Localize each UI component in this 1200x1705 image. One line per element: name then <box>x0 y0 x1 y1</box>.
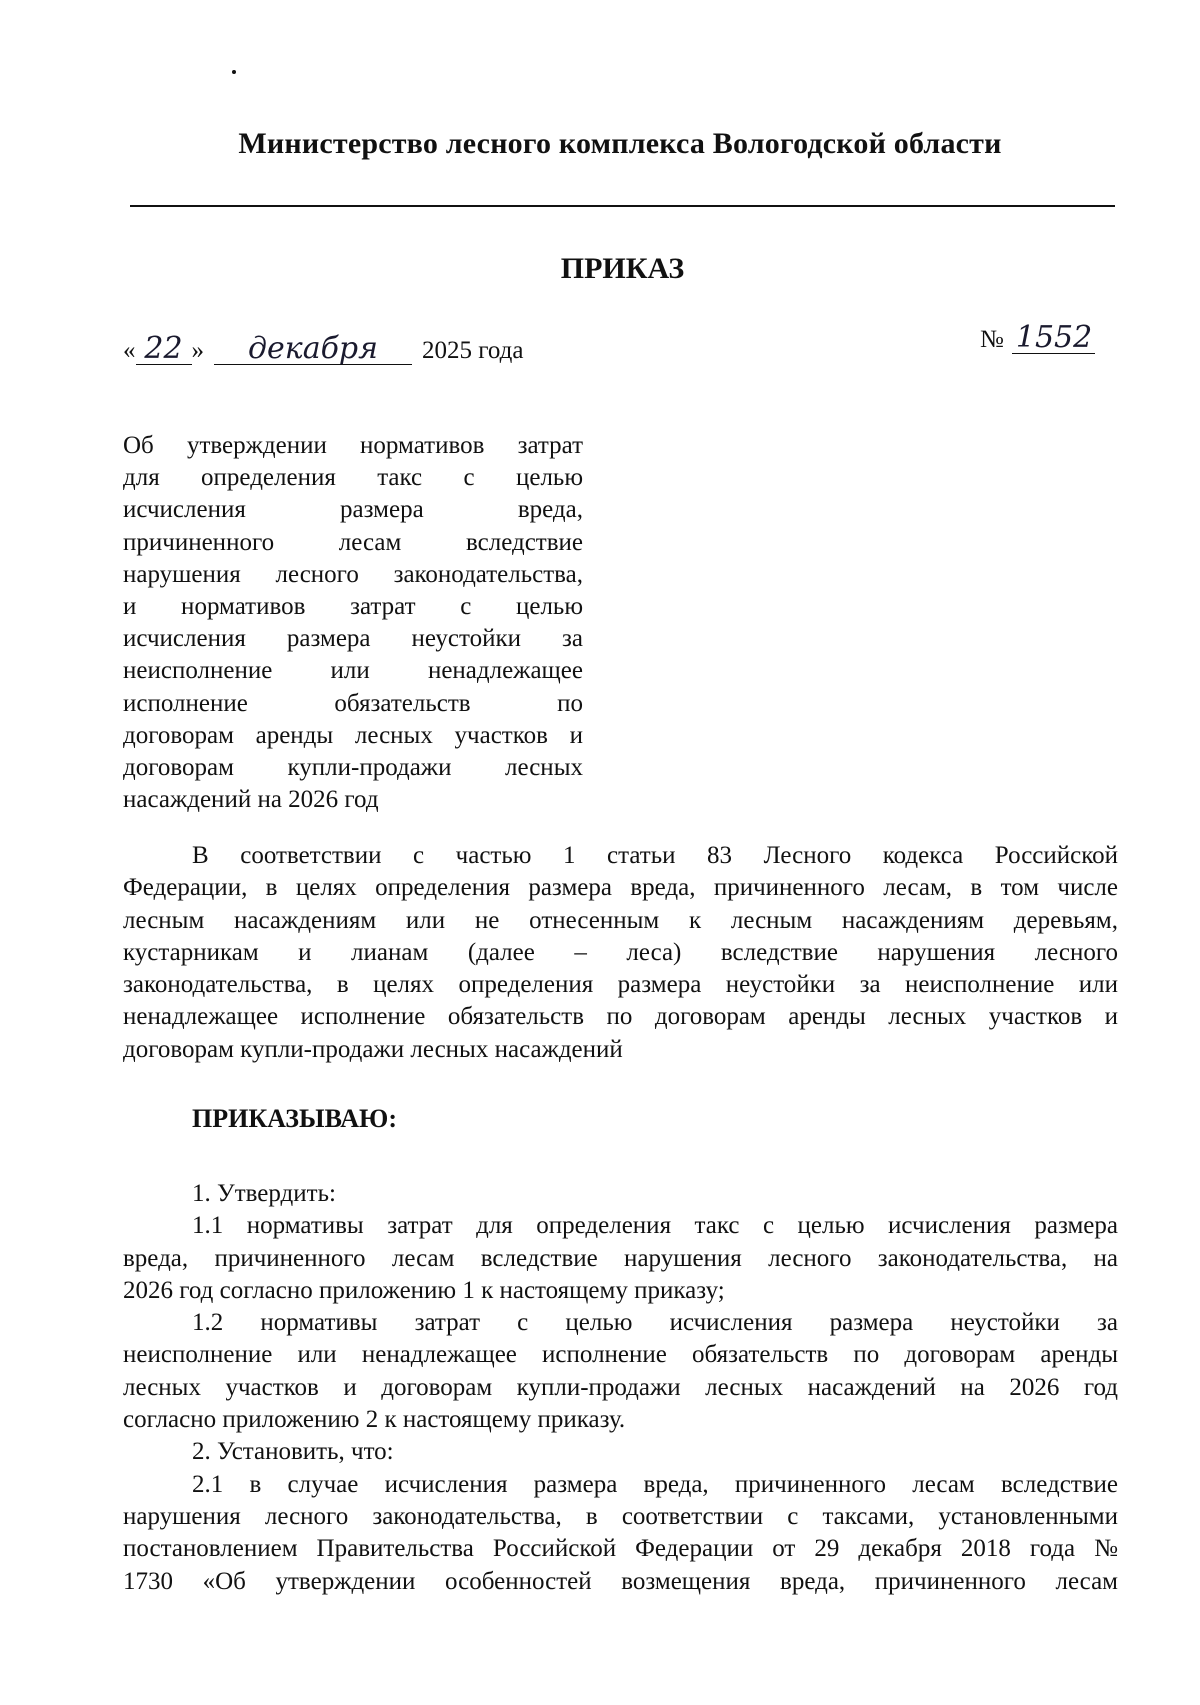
item-line: согласно приложению 2 к настоящему приказу. <box>123 1406 626 1434</box>
preamble-line: Федерации, в целях определения размера вреда, причиненного лесам, в том числе <box>123 874 1118 902</box>
date-close-quote: » <box>191 337 204 364</box>
item-line: неисполнение или ненадлежащее исполнение обязательств по договорам аренды <box>123 1341 1118 1369</box>
order-items <box>123 1178 1118 1598</box>
order-directive-heading: ПРИКАЗЫВАЮ: <box>192 1104 397 1133</box>
date-month-handwritten: декабря <box>214 334 412 365</box>
preamble-line: В соответствии с частью 1 статьи 83 Лесного кодекса Российской <box>192 842 1118 869</box>
preamble-line: законодательства, в целях определения размера неустойки за неисполнение или <box>123 971 1118 999</box>
order-subject <box>123 430 583 816</box>
header-rule <box>130 205 1115 207</box>
item-line: 2026 год согласно приложению 1 к настоящему приказу; <box>123 1276 725 1304</box>
ministry-name: Министерство лесного комплекса Вологодской области <box>238 127 1002 160</box>
order-number <box>980 320 1095 363</box>
preamble-line: лесным насаждениям или не отнесенным к лесным насаждениям деревьям, <box>123 906 1118 934</box>
subject-line: причиненного лесам вследствие <box>123 528 583 556</box>
preamble-line: договорам купли-продажи лесных насаждений <box>123 1035 623 1063</box>
date-year: 2025 года <box>422 337 524 364</box>
item-line: 1. Утвердить: <box>192 1180 336 1207</box>
item-line: 2.1 в случае исчисления размера вреда, причиненного лесам вследствие <box>192 1470 1118 1498</box>
item-line: вреда, причиненного лесам вследствие нарушения лесного законодательства, на <box>123 1244 1118 1272</box>
document-type-title: ПРИКАЗ <box>560 252 685 285</box>
subject-line: исполнение обязательств по <box>123 689 583 717</box>
date-day-handwritten: 22 <box>136 334 192 365</box>
item-line: 1.2 нормативы затрат с целью исчисления размера неустойки за <box>192 1309 1118 1337</box>
subject-line: и нормативов затрат с целью <box>123 593 583 621</box>
date-open-quote: « <box>123 337 136 364</box>
item-line: постановлением Правительства Российской Федерации от 29 декабря 2018 года № <box>123 1535 1118 1563</box>
preamble-paragraph <box>123 840 1118 1066</box>
subject-line: договорам аренды лесных участков и <box>123 721 583 749</box>
preamble-line: ненадлежащее исполнение обязательств по договорам аренды лесных участков и <box>123 1003 1118 1031</box>
item-line: лесных участков и договорам купли-продажи лесных насаждений на 2026 год <box>123 1373 1118 1401</box>
item-line: нарушения лесного законодательства, в соответствии с таксами, установленными <box>123 1502 1118 1530</box>
subject-line: неисполнение или ненадлежащее <box>123 657 583 685</box>
item-line: 2. Установить, что: <box>192 1438 394 1466</box>
item-line: 1.1 нормативы затрат для определения такс с целью исчисления размера <box>192 1212 1118 1240</box>
order-date <box>123 331 524 374</box>
scan-speck <box>232 70 236 74</box>
item-line: 1730 «Об утверждении особенностей возмещения вреда, причиненного лесам <box>123 1567 1118 1595</box>
subject-line: исчисления размера неустойки за <box>123 625 583 653</box>
subject-line: нарушения лесного законодательства, <box>123 560 583 588</box>
number-value-handwritten: 1552 <box>1012 323 1095 354</box>
preamble-line: кустарникам и лианам (далее – леса) вследствие нарушения лесного <box>123 938 1118 966</box>
subject-line: Об утверждении нормативов затрат <box>123 432 583 459</box>
number-label: № <box>980 326 1004 353</box>
subject-line: для определения такс с целью <box>123 464 583 492</box>
subject-line: насаждений на 2026 год <box>123 786 379 814</box>
subject-line: договорам купли-продажи лесных <box>123 754 583 782</box>
subject-line: исчисления размера вреда, <box>123 496 583 524</box>
